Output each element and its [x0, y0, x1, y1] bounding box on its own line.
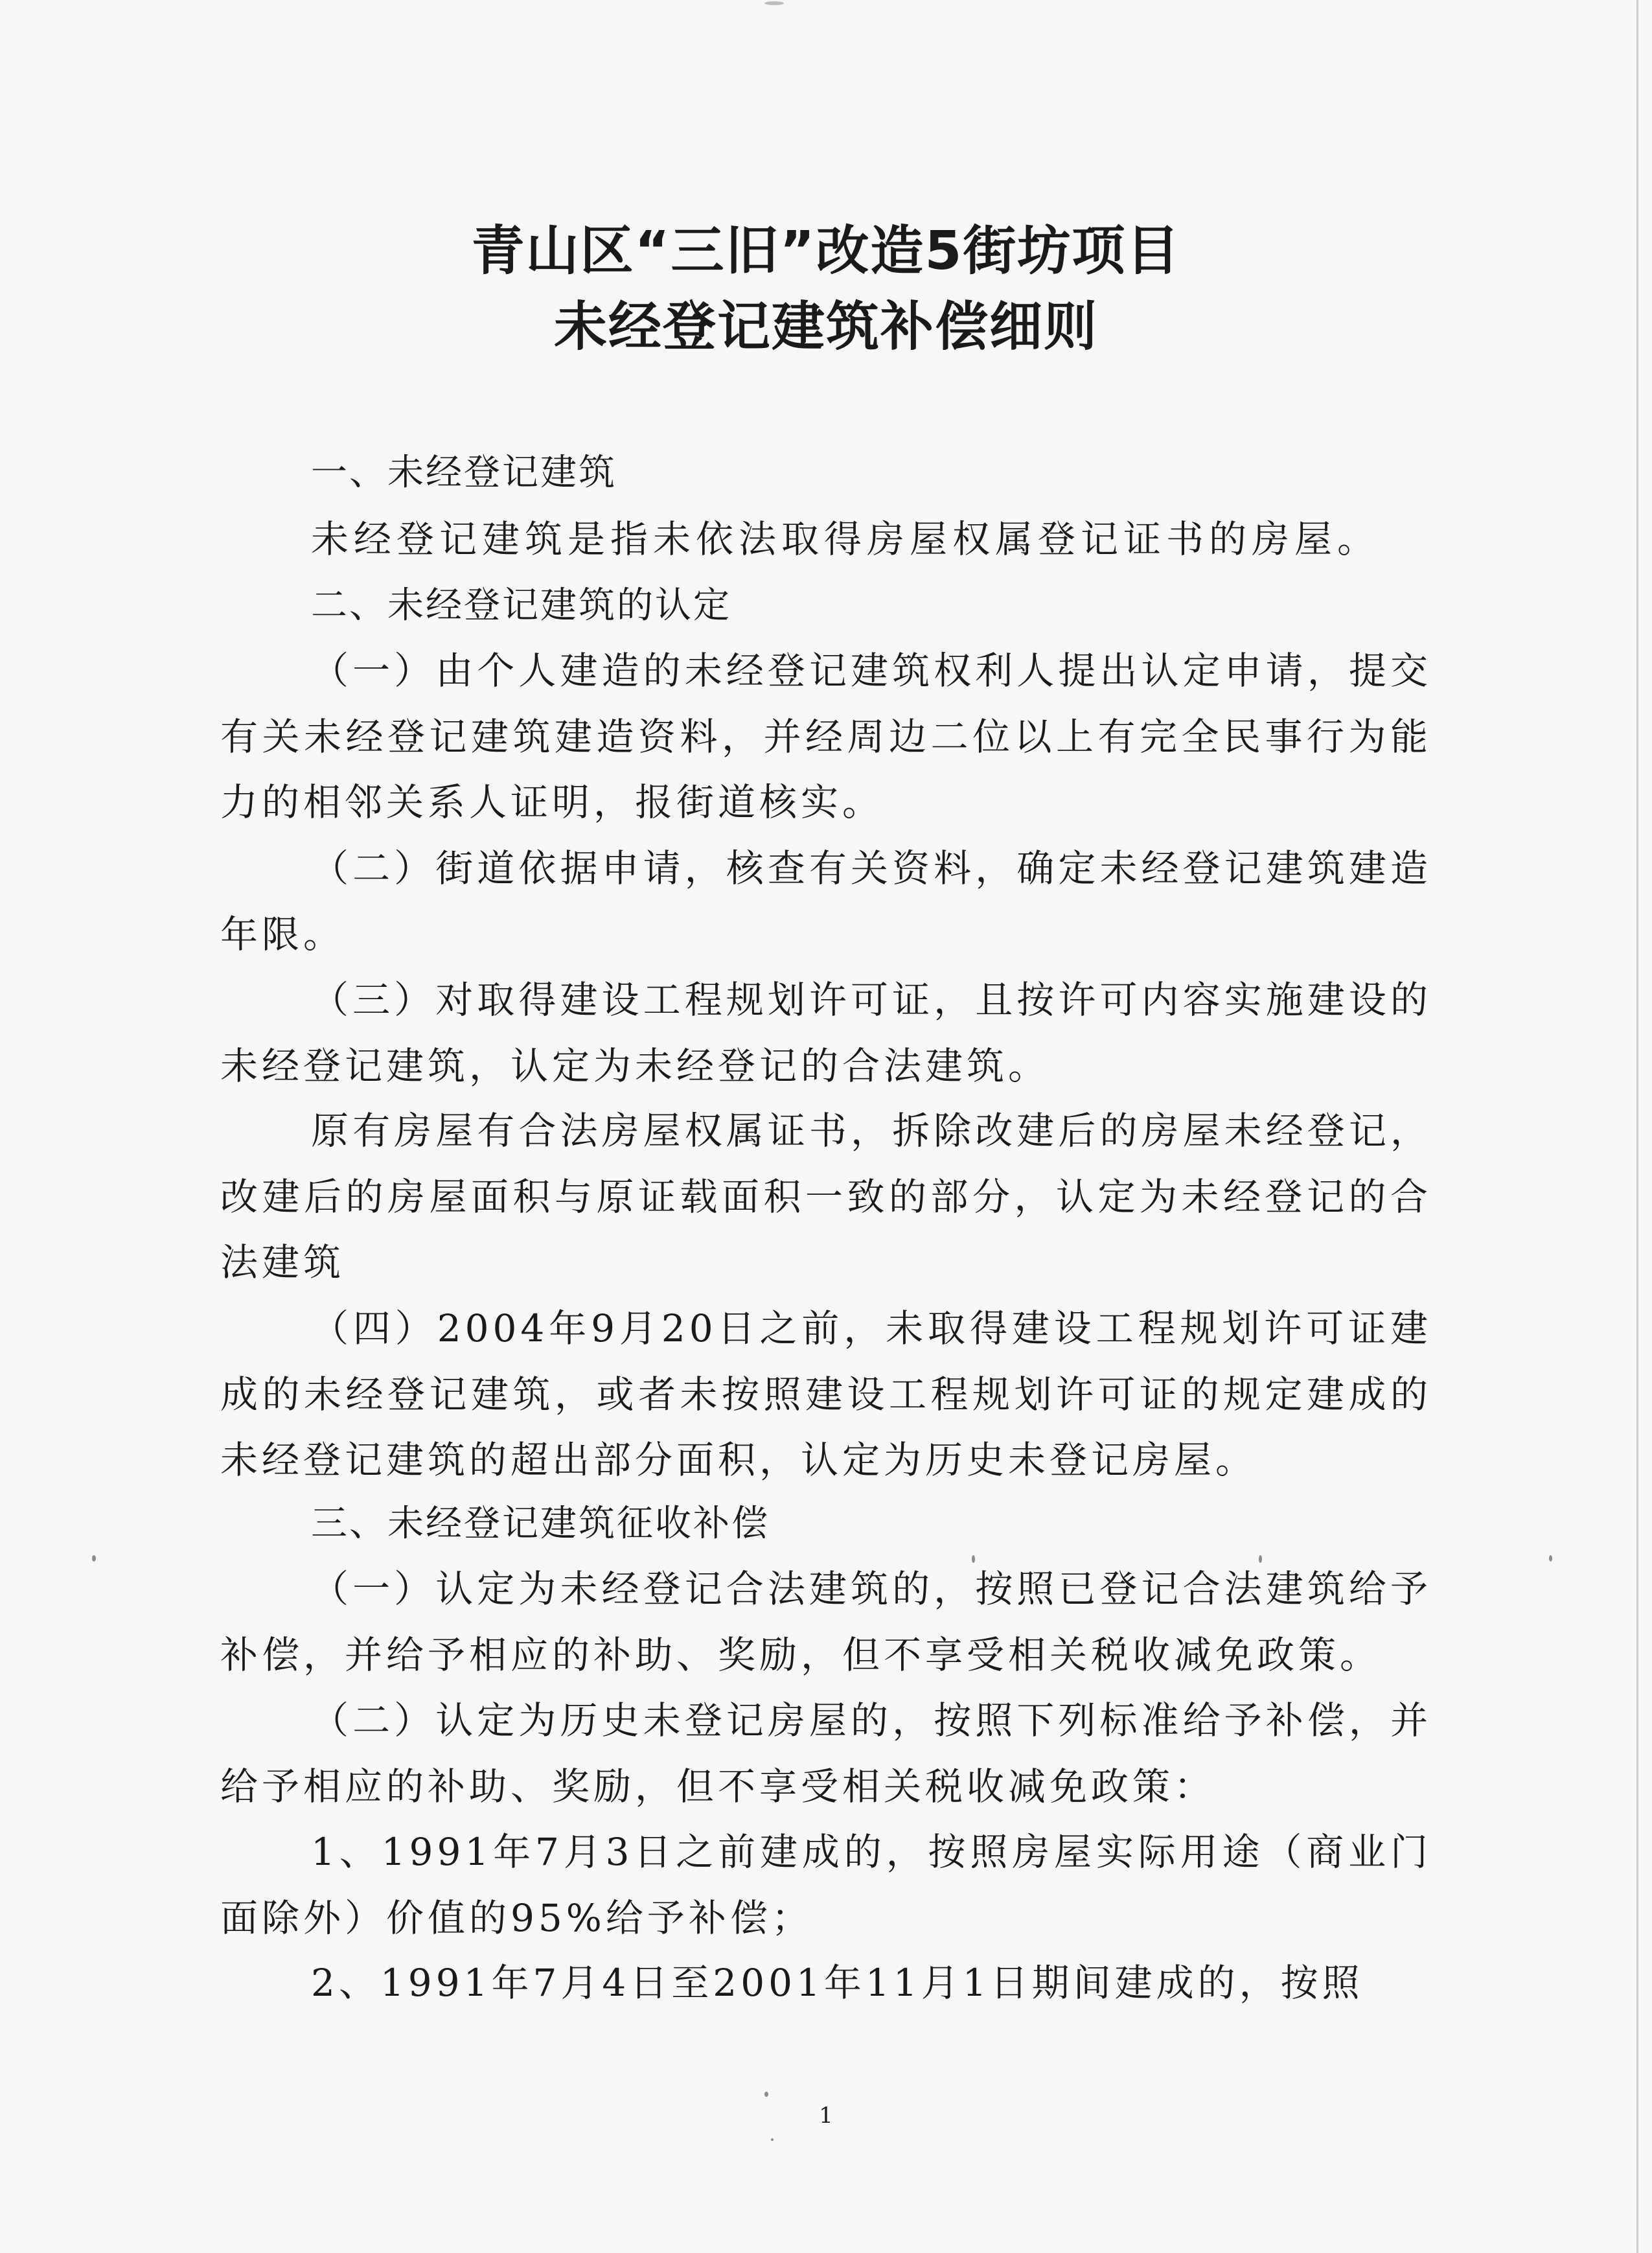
paragraph-3-3: 1、1991年7月3日之前建成的，按照房屋实际用途（商业门面除外）价值的95%给予补偿； [220, 1830, 1432, 1940]
paragraph-2-5: （四）2004年9月20日之前，未取得建设工程规划许可证建成的未经登记建筑，或者未按照建设工程规划许可证的规定建成的未经登记建筑的超出部分面积，认定为历史未登记房屋。 [220, 1306, 1432, 1482]
scan-speck [972, 1555, 975, 1563]
document-title-line-2: 未经登记建筑补偿细则 [553, 296, 1098, 358]
paragraph-2-2: （二）街道依据申请，核查有关资料，确定未经登记建筑建造年限。 [220, 846, 1432, 956]
scan-speck [1259, 1555, 1262, 1563]
scan-speck [92, 1555, 96, 1562]
section-heading-2: 二、未经登记建筑的认定 [311, 584, 731, 627]
scan-speck [764, 2092, 768, 2097]
paragraph-1-1: 未经登记建筑是指未依法取得房屋权属登记证书的房屋。 [311, 517, 1381, 561]
paragraph-3-2: （二）认定为历史未登记房屋的，按照下列标准给予补偿，并给予相应的补助、奖励，但不享受相关税收减免政策： [220, 1698, 1432, 1808]
paragraph-2-4: 原有房屋有合法房屋权属证书，拆除改建后的房屋未经登记，改建后的房屋面积与原证载面积一致的部分，认定为未经登记的合法建筑 [220, 1109, 1432, 1284]
scan-speck [764, 1, 784, 5]
scan-speck [771, 2138, 774, 2141]
scan-speck [1549, 1555, 1552, 1562]
document-title-line-1: 青山区“三旧”改造5街坊项目 [471, 220, 1181, 282]
paragraph-2-3: （三）对取得建设工程规划许可证，且按许可内容实施建设的未经登记建筑，认定为未经登记的合法建筑。 [220, 978, 1432, 1088]
paragraph-3-1: （一）认定为未经登记合法建筑的，按照已登记合法建筑给予补偿，并给予相应的补助、奖励，但不享受相关税收减免政策。 [220, 1567, 1432, 1677]
section-heading-3: 三、未经登记建筑征收补偿 [311, 1503, 770, 1545]
paragraph-3-4: 2、1991年7月4日至2001年11月1日期间建成的，按照 [311, 1961, 1364, 2005]
page-number: 1 [819, 2103, 833, 2129]
section-heading-1: 一、未经登记建筑 [311, 452, 617, 494]
paragraph-2-1: （一）由个人建造的未经登记建筑权利人提出认定申请，提交有关未经登记建筑建造资料，并经周边二位以上有完全民事行为能力的相邻关系人证明，报街道核实。 [220, 649, 1432, 824]
